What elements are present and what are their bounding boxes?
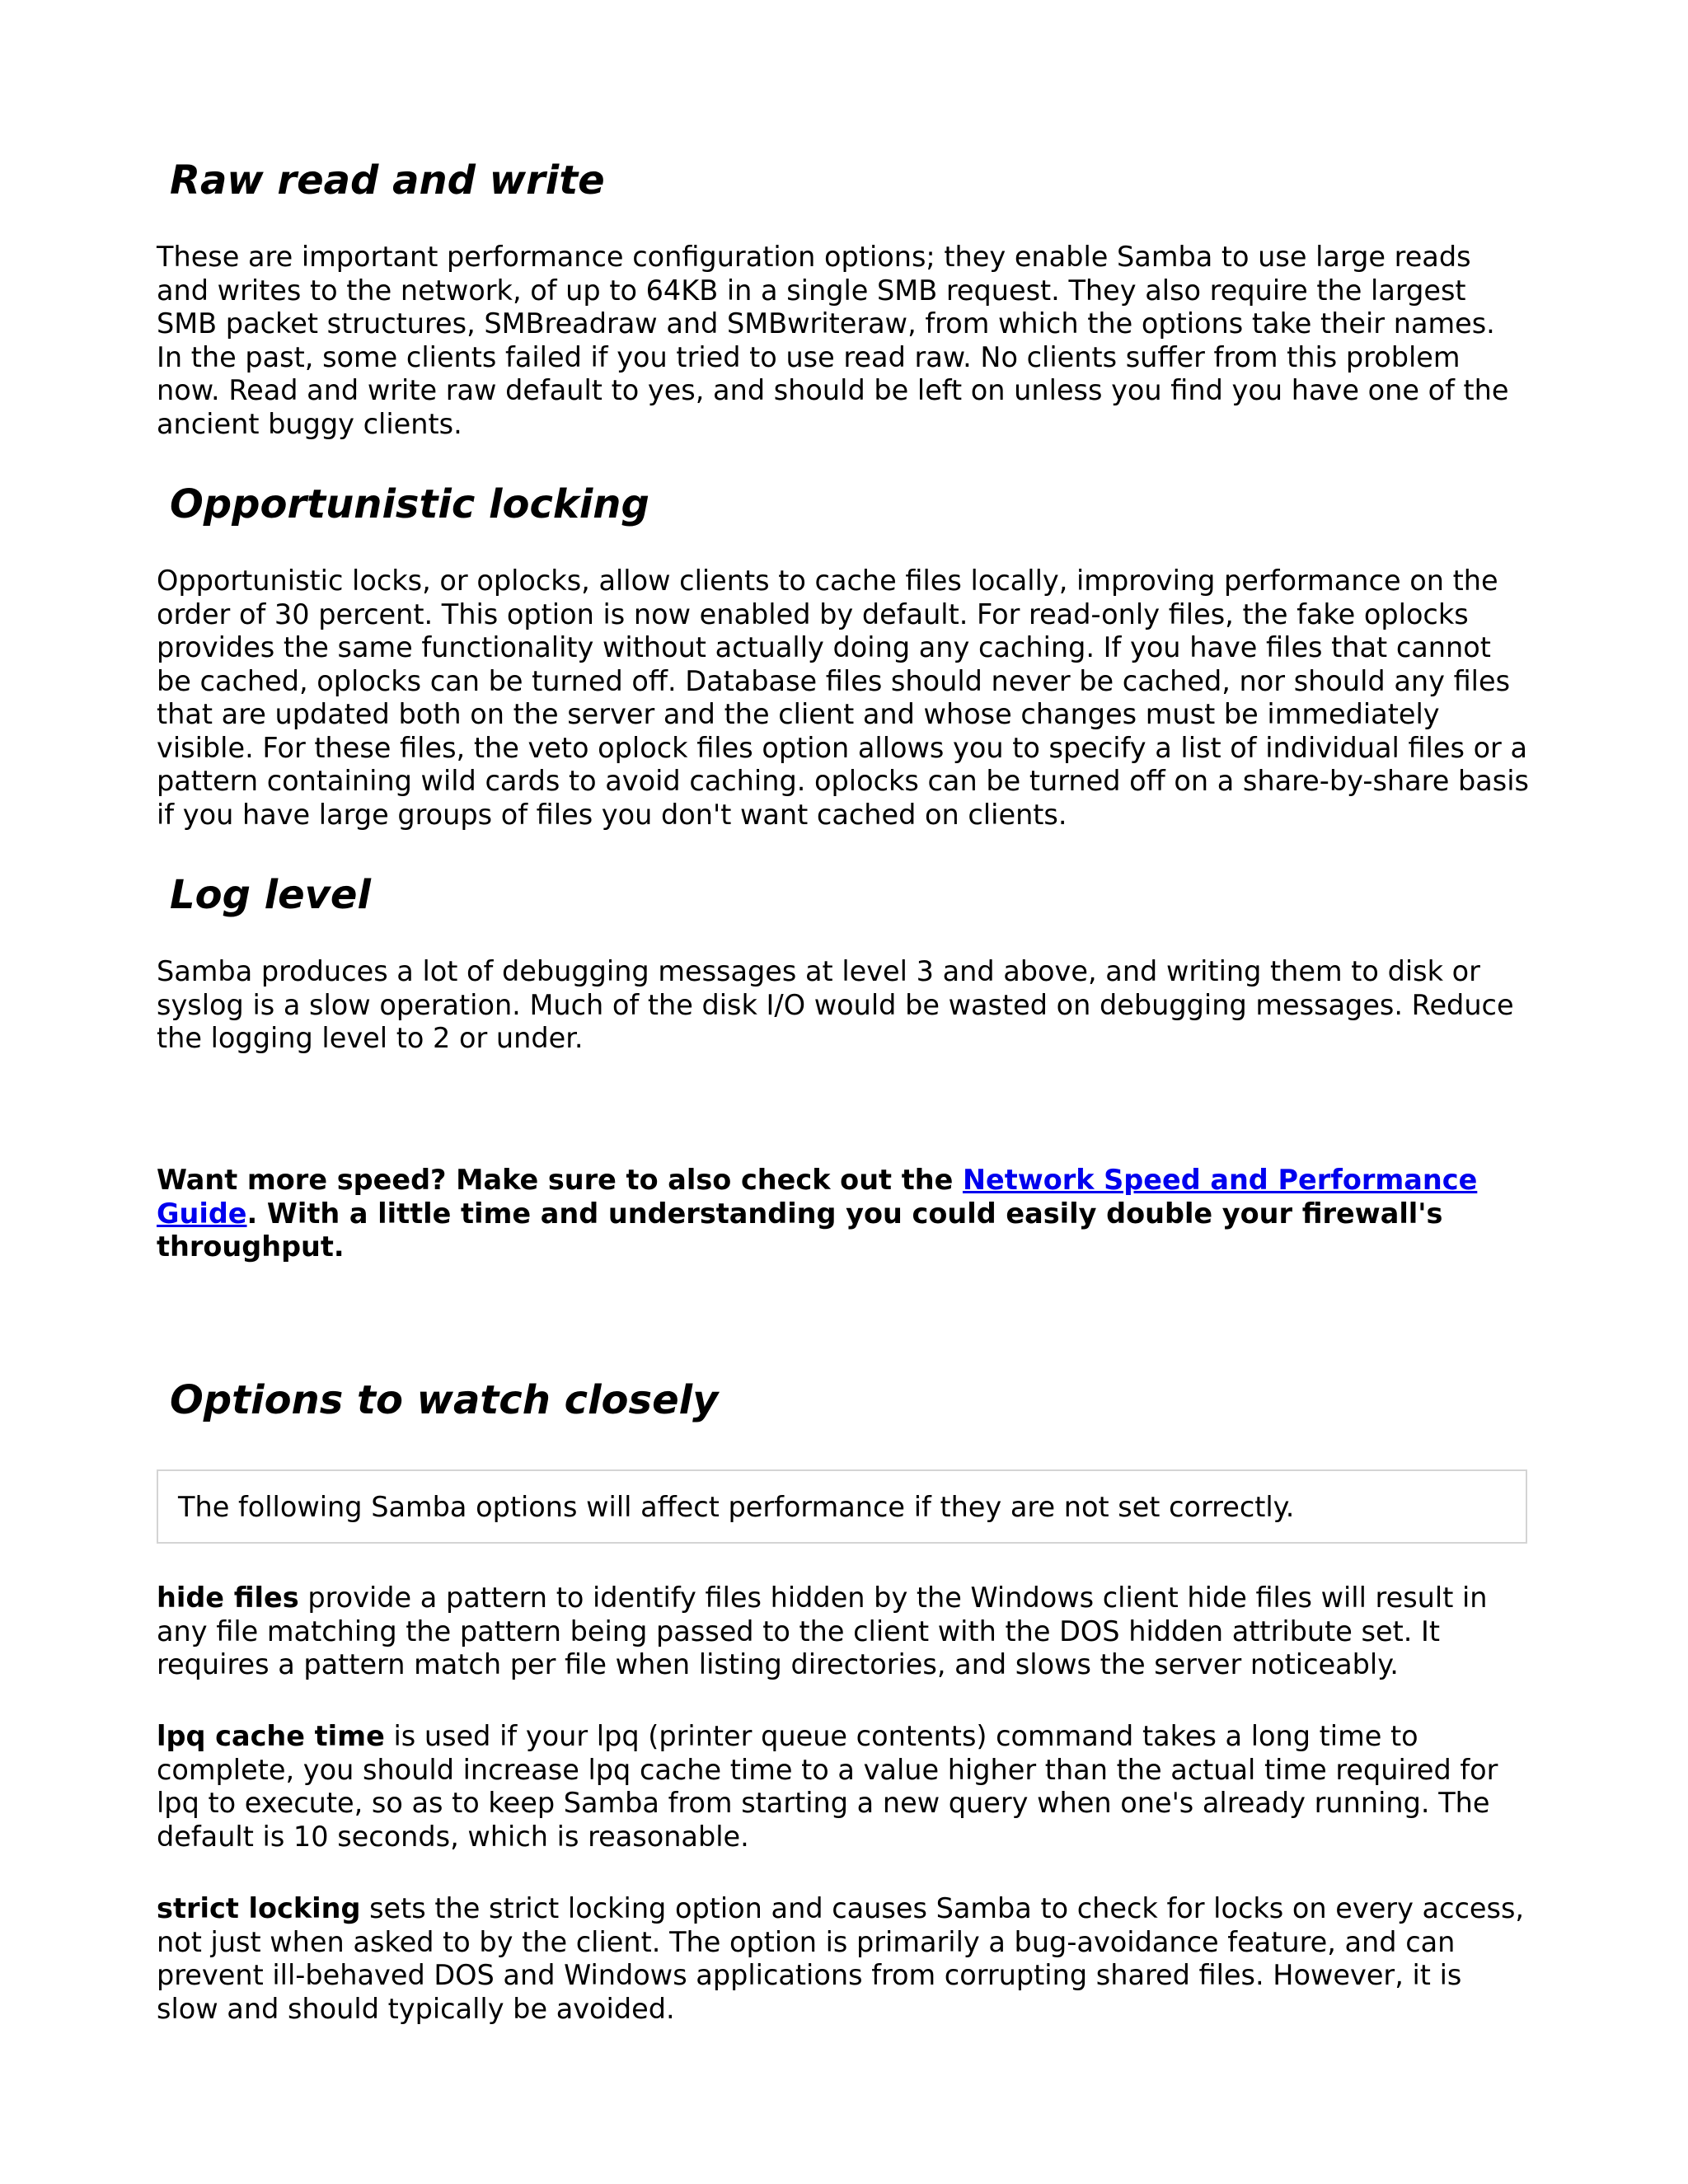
option-hide-files bbox=[157, 1582, 1529, 1682]
performance-guide-link[interactable]: Network Speed and Performance Guide bbox=[157, 1164, 1478, 1230]
paragraph-raw-read-write: These are important performance configuration options; they enable Samba to use large reads and writes to the network, of up to 64KB in a single SMB request. They also require the largest SMB packet structures, SMBreadraw and SMBwriteraw, from which the options take their names. In the past, some clients failed if you tried to use read raw. No clients suffer from this problem now. Read and write raw default to yes, and should be left on unless you find you have one of the ancient buggy clients. bbox=[157, 241, 1509, 440]
notice-box bbox=[157, 1469, 1527, 1544]
option-description: sets the strict locking option and causes Samba to check for locks on every access, not just when asked to by the client. The option is primarily a bug-avoidance feature, and can prevent ill-behaved DOS and Windows applications from corrupting shared files. However, it is slow and should typically be avoided. bbox=[157, 1892, 1525, 2025]
heading-log-level: Log level bbox=[170, 872, 371, 918]
heading-raw-read-write: Raw read and write bbox=[170, 157, 605, 204]
promo-text-before: Want more speed? Make sure to also check out the bbox=[157, 1164, 963, 1196]
option-term: strict locking bbox=[157, 1892, 361, 1924]
promo-paragraph bbox=[157, 1164, 1529, 1264]
option-strict-locking bbox=[157, 1892, 1529, 2026]
paragraph-opportunistic-locking: Opportunistic locks, or oplocks, allow clients to cache files locally, improving performance on the order of 30 percent. This option is now enabled by default. For read-only files, the fake oplocks provides the same functionality without actually doing any caching. If you have files that cannot be cached, oplocks can be turned off. Database files should never be cached, nor should any files that are updated both on the server and the client and whose changes must be immediately visible. For these files, the veto oplock files option allows you to specify a list of individual files or a pattern containing wild cards to avoid caching. oplocks can be turned off on a share-by-share basis if you have large groups of files you don't want cached on clients. bbox=[157, 565, 1529, 831]
heading-opportunistic-locking: Opportunistic locking bbox=[170, 481, 649, 527]
paragraph-log-level: Samba produces a lot of debugging messages at level 3 and above, and writing them to disk or syslog is a slow operation. Much of the disk I/O would be wasted on debugging messages. Reduce the logging level to 2 or under. bbox=[157, 955, 1514, 1054]
option-lpq-cache-time bbox=[157, 1720, 1529, 1854]
notice-text: The following Samba options will affect performance if they are not set correctly. bbox=[178, 1491, 1295, 1523]
promo-text-after: . With a little time and understanding you could easily double your firewall's throughput. bbox=[157, 1197, 1443, 1263]
option-term: lpq cache time bbox=[157, 1720, 385, 1752]
option-description: provide a pattern to identify files hidden by the Windows client hide files will result in any file matching the pattern being passed to the client with the DOS hidden attribute set. It requires a pattern match per file when listing directories, and slows the server noticeably. bbox=[157, 1582, 1488, 1680]
option-term: hide files bbox=[157, 1582, 299, 1614]
heading-options-to-watch: Options to watch closely bbox=[170, 1377, 719, 1423]
option-description: is used if your lpq (printer queue contents) command takes a long time to complete, you should increase lpq cache time to a value higher than the actual time required for lpq to execute, so as to keep Samba from starting a new query when one's already running. The default is 10 seconds, which is reasonable. bbox=[157, 1720, 1498, 1853]
